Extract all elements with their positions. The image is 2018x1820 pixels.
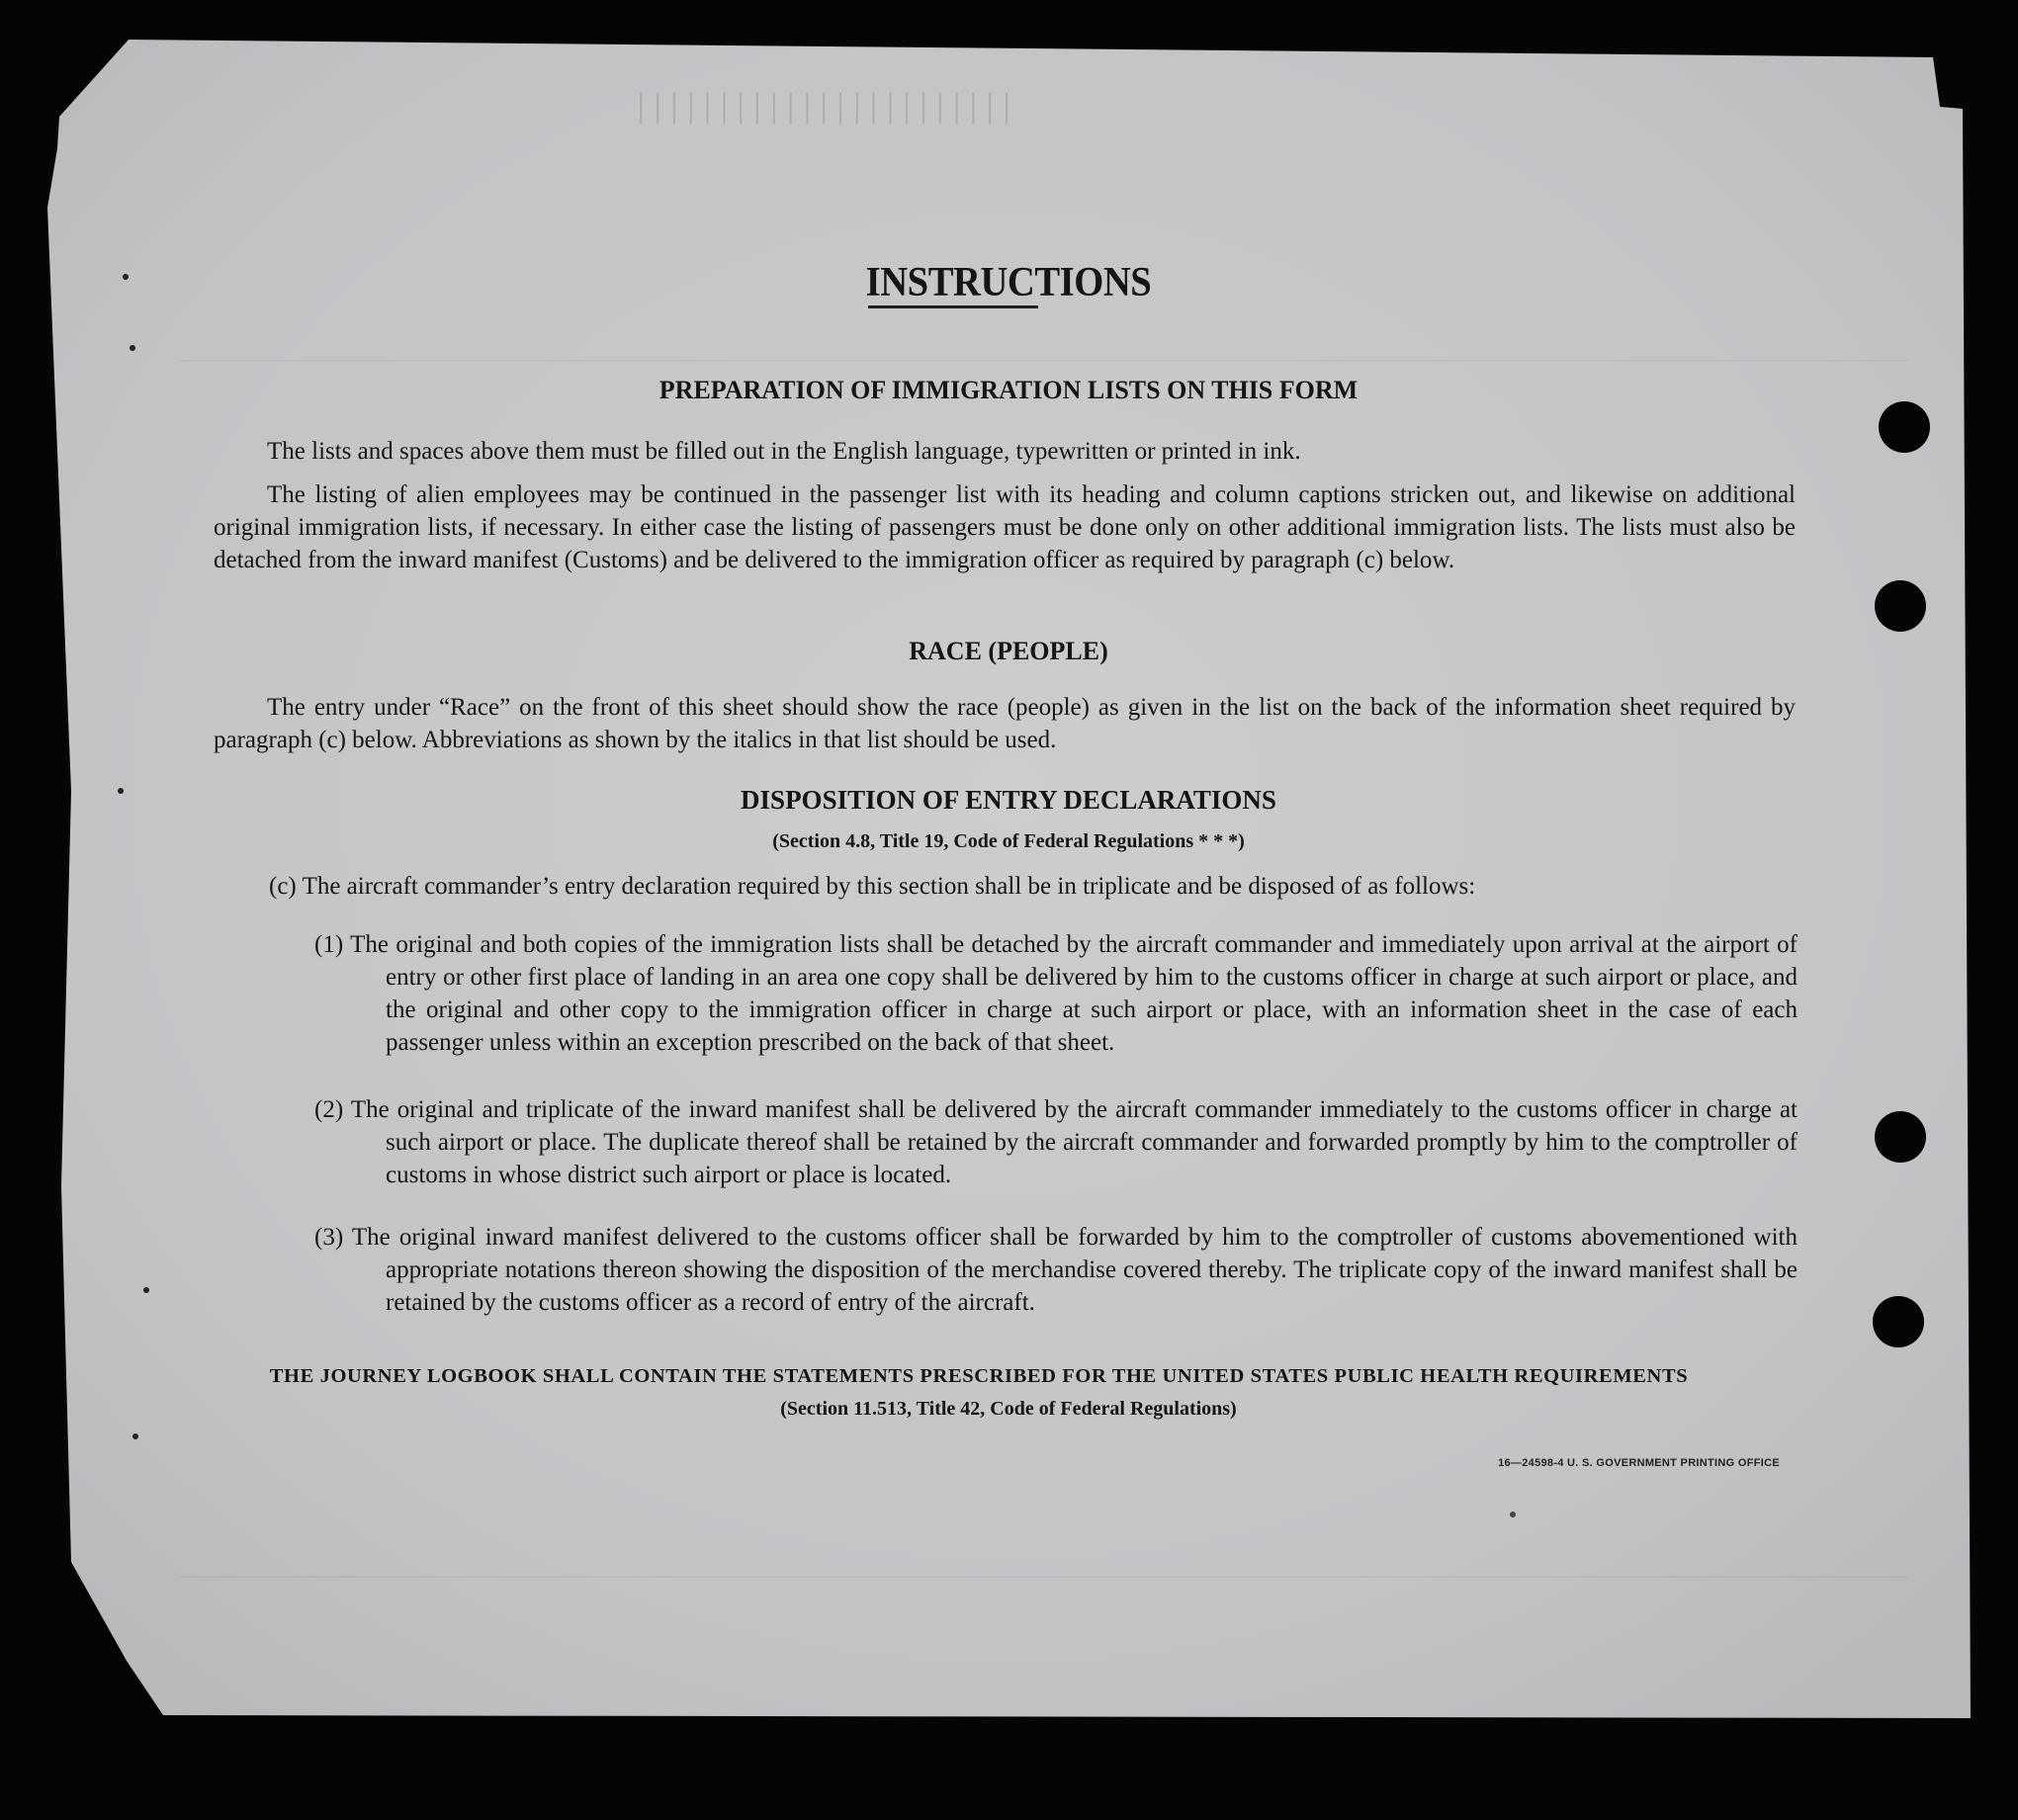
- race-paragraph: The entry under “Race” on the front of this sheet should show the race (people) as given in the list on the back of the information sheet required by paragraph (c) below. Abbreviations as shown by the italics in that list should be used.: [214, 694, 1796, 753]
- disposition-subheading: (Section 4.8, Title 19, Code of Federal Regulations * * *): [772, 830, 1245, 852]
- binder-hole-2: [1875, 580, 1926, 632]
- section-heading-disposition: DISPOSITION OF ENTRY DECLARATIONS: [741, 785, 1276, 815]
- item-text: The original and both copies of the immigration lists shall be detached by the aircraft commander and immediately upon arrival at the airport of entry or other first place of landing in an area one copy shall be delivered by him to the customs officer in charge at such airport or place, and the original and other copy to the immigration officer in charge at such airport or place, with an information sheet in the case of each passenger unless within an exception prescribed on the back of that sheet.: [350, 931, 1798, 1056]
- binder-hole-4: [1873, 1296, 1924, 1347]
- binder-hole-1: [1879, 401, 1930, 453]
- item-label: (3): [314, 1224, 344, 1251]
- item-label: (2): [314, 1096, 344, 1123]
- preparation-paragraph-2: The listing of alien employees may be continued in the passenger list with its heading and column captions stricken out, and likewise on additional original immigration lists, if necessary. In either case the listing of passengers must be done only on other additional immigration lists. The lists must also be detached from the inward manifest (Customs) and be delivered to the immigration officer as required by paragraph (c) below.: [214, 481, 1796, 573]
- disposition-item-1: [314, 928, 1798, 1059]
- section-heading-race: RACE (PEOPLE): [909, 637, 1108, 665]
- preparation-paragraph-1: The lists and spaces above them must be filled out in the English language, typewritten or printed in ink.: [267, 438, 1301, 465]
- intro-text: The aircraft commander’s entry declaration required by this section shall be in triplicate and be disposed of as follows:: [302, 873, 1476, 900]
- title-underline: [868, 305, 1038, 308]
- section-heading-journey-logbook: THE JOURNEY LOGBOOK SHALL CONTAIN THE STATEMENTS PRESCRIBED FOR THE UNITED STATES PUBLIC HEALTH REQUIREMENTS: [269, 1365, 1689, 1387]
- bleed-through-text: │││││││││││││││││││││││: [633, 94, 1015, 125]
- disposition-item-3: [314, 1221, 1798, 1319]
- item-text: The original and triplicate of the inward manifest shall be delivered by the aircraft commander immediately to the customs officer in charge at such airport or place. The duplicate thereof shall be retained by the aircraft commander and forwarded promptly by him to the comptroller of customs in whose district such airport or place is located.: [350, 1096, 1798, 1188]
- section-heading-preparation: PREPARATION OF IMMIGRATION LISTS ON THIS FORM: [658, 376, 1359, 404]
- page-title: INSTRUCTIONS: [865, 260, 1152, 305]
- item-label: (1): [314, 931, 344, 958]
- item-text: The original inward manifest delivered to the customs officer shall be forwarded by him to the comptroller of customs abovementioned with appropriate notations thereon showing the disposition of the merchandise covered thereby. The triplicate copy of the inward manifest shall be retained by the customs officer as a record of entry of the aircraft.: [351, 1224, 1798, 1316]
- disposition-intro: [269, 870, 1752, 903]
- disposition-item-2: [314, 1093, 1798, 1191]
- journey-subheading: (Section 11.513, Title 42, Code of Federal Regulations): [780, 1398, 1237, 1420]
- printer-line: 16—24598-4 U. S. GOVERNMENT PRINTING OFFICE: [1498, 1457, 1780, 1469]
- intro-label: (c): [269, 873, 297, 900]
- binder-hole-3: [1875, 1111, 1926, 1163]
